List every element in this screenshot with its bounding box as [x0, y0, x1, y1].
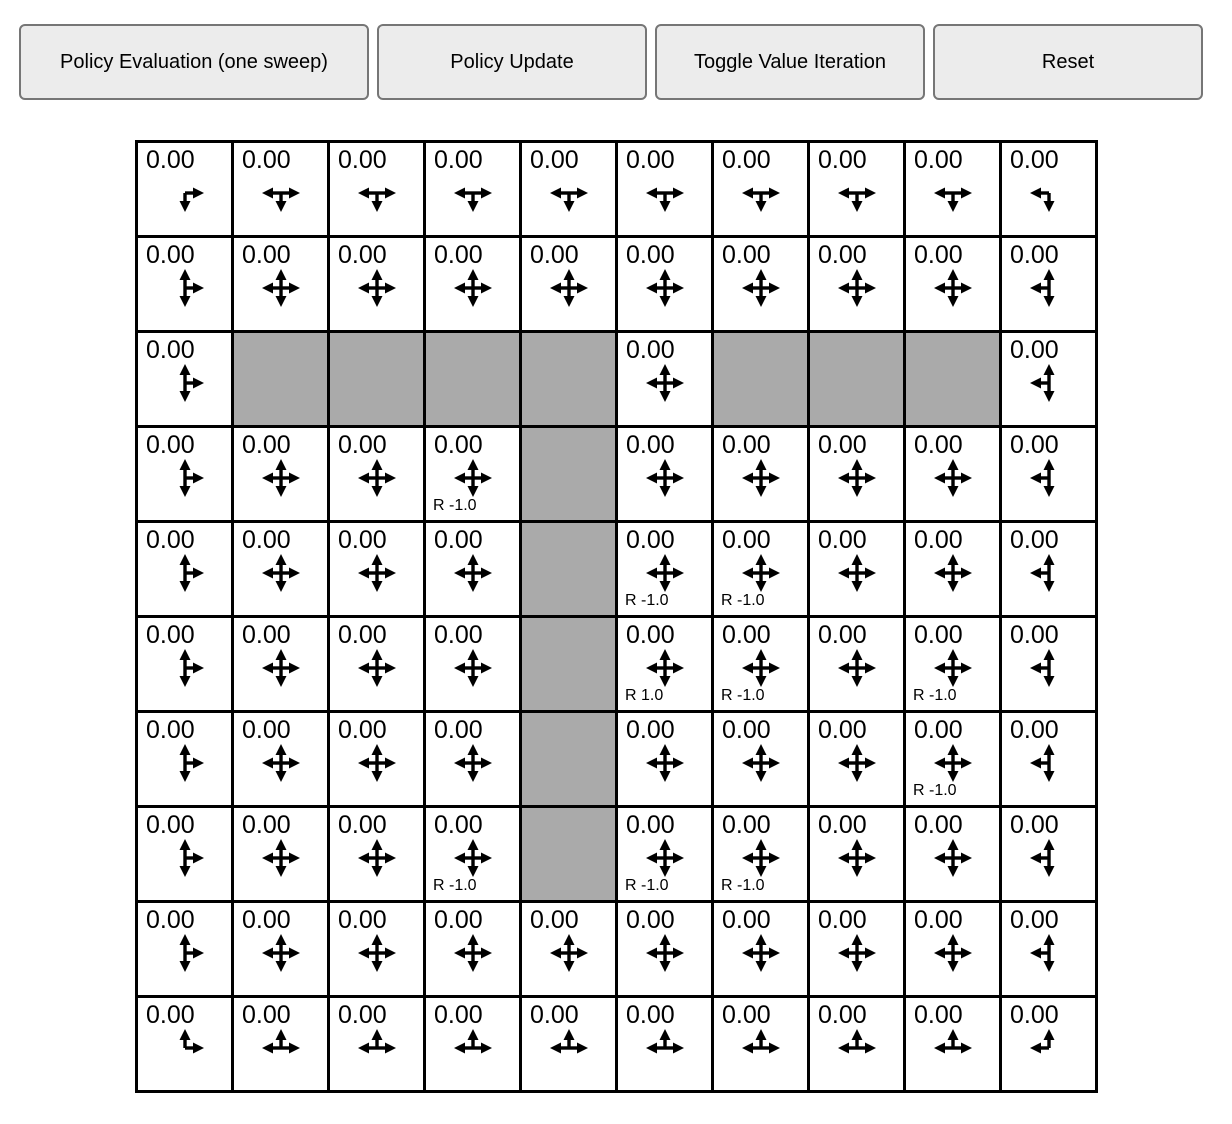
grid-cell	[330, 523, 423, 615]
policy-arrows-icon	[163, 1026, 207, 1070]
policy-arrows-icon	[451, 171, 495, 215]
policy-arrows-icon	[355, 266, 399, 310]
policy-arrows-icon	[1027, 646, 1071, 690]
cell-reward: R 1.0	[625, 687, 664, 704]
cell-value: 0.00	[242, 1001, 291, 1029]
policy-arrows-icon	[163, 361, 207, 405]
grid-cell	[1002, 428, 1095, 520]
grid-cell	[138, 428, 231, 520]
grid-cell	[330, 428, 423, 520]
policy-arrows-icon	[739, 266, 783, 310]
cell-value: 0.00	[242, 811, 291, 839]
grid-cell	[906, 143, 999, 235]
cell-value: 0.00	[1010, 431, 1059, 459]
grid-cell	[426, 998, 519, 1090]
grid-cell	[618, 523, 711, 615]
cell-value: 0.00	[530, 906, 579, 934]
grid-cell	[810, 523, 903, 615]
cell-value: 0.00	[818, 621, 867, 649]
cell-reward: R -1.0	[625, 592, 669, 609]
policy-arrows-icon	[451, 836, 495, 880]
policy-arrows-icon	[259, 551, 303, 595]
grid-cell	[714, 713, 807, 805]
policy-arrows-icon	[451, 741, 495, 785]
grid-cell	[1002, 143, 1095, 235]
grid-cell	[618, 903, 711, 995]
wall-cell	[522, 618, 615, 710]
grid-cell	[330, 808, 423, 900]
cell-value: 0.00	[1010, 526, 1059, 554]
policy-arrows-icon	[643, 361, 687, 405]
grid-cell	[906, 808, 999, 900]
policy-arrows-icon	[931, 836, 975, 880]
cell-value: 0.00	[434, 146, 483, 174]
grid-cell	[426, 238, 519, 330]
policy-arrows-icon	[931, 456, 975, 500]
grid-cell	[810, 713, 903, 805]
wall-cell	[714, 333, 807, 425]
cell-value: 0.00	[626, 526, 675, 554]
grid-cell	[138, 143, 231, 235]
grid-cell	[1002, 618, 1095, 710]
cell-value: 0.00	[434, 431, 483, 459]
grid-cell	[138, 333, 231, 425]
grid-cell	[1002, 808, 1095, 900]
policy-arrows-icon	[739, 646, 783, 690]
policy-evaluation-button[interactable]: Policy Evaluation (one sweep)	[19, 24, 369, 100]
grid-cell	[138, 903, 231, 995]
policy-arrows-icon	[835, 266, 879, 310]
cell-value: 0.00	[338, 621, 387, 649]
policy-arrows-icon	[547, 266, 591, 310]
cell-value: 0.00	[914, 621, 963, 649]
grid-cell	[1002, 238, 1095, 330]
policy-update-button[interactable]: Policy Update	[377, 24, 647, 100]
grid-cell	[426, 428, 519, 520]
grid-cell	[714, 618, 807, 710]
policy-arrows-icon	[1027, 836, 1071, 880]
cell-value: 0.00	[818, 431, 867, 459]
policy-arrows-icon	[1027, 266, 1071, 310]
policy-arrows-icon	[643, 741, 687, 785]
policy-arrows-icon	[931, 171, 975, 215]
grid-cell	[714, 428, 807, 520]
cell-value: 0.00	[434, 1001, 483, 1029]
wall-cell	[906, 333, 999, 425]
cell-value: 0.00	[242, 526, 291, 554]
grid-cell	[330, 143, 423, 235]
grid-cell	[906, 998, 999, 1090]
cell-value: 0.00	[818, 241, 867, 269]
cell-value: 0.00	[914, 906, 963, 934]
policy-arrows-icon	[163, 266, 207, 310]
cell-value: 0.00	[626, 906, 675, 934]
grid-cell	[138, 808, 231, 900]
grid-cell	[810, 238, 903, 330]
cell-value: 0.00	[818, 146, 867, 174]
grid-cell	[522, 998, 615, 1090]
grid-cell	[234, 998, 327, 1090]
policy-arrows-icon	[739, 456, 783, 500]
grid-cell	[714, 808, 807, 900]
policy-arrows-icon	[163, 741, 207, 785]
cell-reward: R -1.0	[721, 592, 765, 609]
grid-cell	[426, 618, 519, 710]
grid-cell	[618, 143, 711, 235]
policy-arrows-icon	[931, 931, 975, 975]
grid-cell	[330, 903, 423, 995]
cell-value: 0.00	[146, 1001, 195, 1029]
cell-value: 0.00	[626, 716, 675, 744]
policy-arrows-icon	[259, 646, 303, 690]
cell-value: 0.00	[1010, 906, 1059, 934]
grid-cell	[906, 713, 999, 805]
cell-value: 0.00	[1010, 241, 1059, 269]
cell-value: 0.00	[338, 146, 387, 174]
cell-value: 0.00	[818, 716, 867, 744]
grid-cell	[906, 903, 999, 995]
policy-arrows-icon	[643, 171, 687, 215]
grid-cell	[138, 998, 231, 1090]
policy-arrows-icon	[931, 646, 975, 690]
policy-arrows-icon	[259, 931, 303, 975]
gridworld-grid	[135, 140, 1098, 1093]
cell-reward: R -1.0	[721, 687, 765, 704]
grid-cell	[1002, 523, 1095, 615]
cell-value: 0.00	[722, 1001, 771, 1029]
policy-arrows-icon	[643, 646, 687, 690]
policy-arrows-icon	[835, 456, 879, 500]
cell-value: 0.00	[146, 906, 195, 934]
grid-cell	[906, 618, 999, 710]
policy-arrows-icon	[451, 456, 495, 500]
cell-value: 0.00	[530, 241, 579, 269]
cell-value: 0.00	[242, 621, 291, 649]
policy-arrows-icon	[451, 646, 495, 690]
cell-value: 0.00	[914, 431, 963, 459]
policy-arrows-icon	[355, 456, 399, 500]
policy-arrows-icon	[259, 171, 303, 215]
cell-value: 0.00	[1010, 336, 1059, 364]
cell-value: 0.00	[530, 1001, 579, 1029]
toggle-value-iteration-button[interactable]: Toggle Value Iteration	[655, 24, 925, 100]
policy-arrows-icon	[643, 836, 687, 880]
grid-cell	[618, 618, 711, 710]
cell-value: 0.00	[146, 431, 195, 459]
grid-cell	[234, 143, 327, 235]
cell-value: 0.00	[242, 146, 291, 174]
grid-cell	[618, 998, 711, 1090]
grid-cell	[234, 903, 327, 995]
policy-arrows-icon	[643, 1026, 687, 1070]
cell-value: 0.00	[242, 716, 291, 744]
cell-value: 0.00	[146, 526, 195, 554]
cell-value: 0.00	[1010, 811, 1059, 839]
cell-value: 0.00	[146, 146, 195, 174]
wall-cell	[522, 713, 615, 805]
cell-value: 0.00	[914, 526, 963, 554]
policy-arrows-icon	[451, 931, 495, 975]
policy-arrows-icon	[259, 741, 303, 785]
cell-value: 0.00	[146, 621, 195, 649]
policy-arrows-icon	[355, 646, 399, 690]
cell-value: 0.00	[338, 431, 387, 459]
cell-value: 0.00	[626, 241, 675, 269]
cell-value: 0.00	[914, 716, 963, 744]
cell-value: 0.00	[242, 906, 291, 934]
cell-value: 0.00	[146, 241, 195, 269]
cell-value: 0.00	[338, 241, 387, 269]
cell-value: 0.00	[818, 811, 867, 839]
grid-cell	[330, 998, 423, 1090]
wall-cell	[810, 333, 903, 425]
policy-arrows-icon	[259, 266, 303, 310]
cell-value: 0.00	[338, 526, 387, 554]
cell-value: 0.00	[434, 716, 483, 744]
grid-cell	[906, 428, 999, 520]
cell-value: 0.00	[626, 811, 675, 839]
grid-cell	[906, 523, 999, 615]
reset-button[interactable]: Reset	[933, 24, 1203, 100]
cell-value: 0.00	[722, 811, 771, 839]
cell-value: 0.00	[626, 336, 675, 364]
policy-arrows-icon	[931, 266, 975, 310]
cell-value: 0.00	[1010, 716, 1059, 744]
policy-arrows-icon	[451, 1026, 495, 1070]
policy-arrows-icon	[355, 1026, 399, 1070]
policy-arrows-icon	[835, 836, 879, 880]
policy-arrows-icon	[739, 931, 783, 975]
policy-arrows-icon	[355, 171, 399, 215]
policy-arrows-icon	[163, 456, 207, 500]
cell-value: 0.00	[722, 241, 771, 269]
policy-arrows-icon	[835, 646, 879, 690]
grid-cell	[522, 238, 615, 330]
grid-cell	[1002, 903, 1095, 995]
policy-arrows-icon	[547, 1026, 591, 1070]
cell-reward: R -1.0	[433, 497, 477, 514]
wall-cell	[522, 428, 615, 520]
wall-cell	[330, 333, 423, 425]
policy-arrows-icon	[835, 551, 879, 595]
policy-arrows-icon	[643, 266, 687, 310]
grid-cell	[714, 903, 807, 995]
policy-arrows-icon	[835, 931, 879, 975]
grid-cell	[426, 903, 519, 995]
policy-arrows-icon	[163, 646, 207, 690]
policy-arrows-icon	[643, 931, 687, 975]
policy-arrows-icon	[163, 171, 207, 215]
grid-cell	[714, 523, 807, 615]
grid-cell	[618, 713, 711, 805]
grid-cell	[618, 808, 711, 900]
policy-arrows-icon	[259, 456, 303, 500]
cell-value: 0.00	[242, 241, 291, 269]
policy-arrows-icon	[355, 741, 399, 785]
wall-cell	[522, 523, 615, 615]
grid-cell	[522, 143, 615, 235]
cell-value: 0.00	[626, 431, 675, 459]
policy-arrows-icon	[1027, 361, 1071, 405]
grid-cell	[714, 238, 807, 330]
policy-arrows-icon	[1027, 931, 1071, 975]
cell-value: 0.00	[530, 146, 579, 174]
grid-cell	[330, 238, 423, 330]
grid-cell	[810, 618, 903, 710]
cell-value: 0.00	[626, 1001, 675, 1029]
policy-arrows-icon	[835, 171, 879, 215]
policy-arrows-icon	[931, 551, 975, 595]
cell-value: 0.00	[914, 146, 963, 174]
policy-arrows-icon	[739, 836, 783, 880]
policy-arrows-icon	[1027, 456, 1071, 500]
policy-arrows-icon	[163, 931, 207, 975]
grid-cell	[234, 713, 327, 805]
grid-cell	[906, 238, 999, 330]
cell-value: 0.00	[434, 621, 483, 649]
policy-arrows-icon	[1027, 551, 1071, 595]
grid-cell	[426, 808, 519, 900]
cell-value: 0.00	[434, 906, 483, 934]
cell-value: 0.00	[626, 146, 675, 174]
grid-cell	[426, 523, 519, 615]
grid-cell	[426, 713, 519, 805]
cell-value: 0.00	[722, 526, 771, 554]
grid-cell	[522, 903, 615, 995]
grid-cell	[138, 523, 231, 615]
grid-cell	[234, 428, 327, 520]
toolbar	[0, 0, 1232, 100]
policy-arrows-icon	[1027, 1026, 1071, 1070]
grid-cell	[810, 903, 903, 995]
policy-arrows-icon	[451, 266, 495, 310]
policy-arrows-icon	[643, 551, 687, 595]
policy-arrows-icon	[259, 836, 303, 880]
policy-arrows-icon	[643, 456, 687, 500]
cell-value: 0.00	[434, 526, 483, 554]
grid-cell	[810, 998, 903, 1090]
cell-value: 0.00	[722, 906, 771, 934]
policy-arrows-icon	[259, 1026, 303, 1070]
grid-cell	[618, 333, 711, 425]
policy-arrows-icon	[739, 1026, 783, 1070]
cell-value: 0.00	[818, 526, 867, 554]
cell-value: 0.00	[914, 811, 963, 839]
cell-value: 0.00	[818, 1001, 867, 1029]
cell-value: 0.00	[722, 716, 771, 744]
policy-arrows-icon	[931, 1026, 975, 1070]
policy-arrows-icon	[451, 551, 495, 595]
grid-cell	[234, 238, 327, 330]
policy-arrows-icon	[739, 741, 783, 785]
cell-value: 0.00	[434, 241, 483, 269]
grid-cell	[234, 808, 327, 900]
cell-reward: R -1.0	[721, 877, 765, 894]
policy-arrows-icon	[355, 836, 399, 880]
cell-value: 0.00	[338, 906, 387, 934]
policy-arrows-icon	[1027, 171, 1071, 215]
grid-cell	[234, 523, 327, 615]
grid-cell	[810, 143, 903, 235]
grid-cell	[330, 713, 423, 805]
grid-cell	[810, 428, 903, 520]
grid-cell	[138, 713, 231, 805]
policy-arrows-icon	[163, 551, 207, 595]
grid-cell	[1002, 713, 1095, 805]
grid-cell	[330, 618, 423, 710]
policy-arrows-icon	[835, 741, 879, 785]
grid-cell	[618, 428, 711, 520]
cell-value: 0.00	[722, 621, 771, 649]
policy-arrows-icon	[547, 931, 591, 975]
cell-value: 0.00	[242, 431, 291, 459]
cell-value: 0.00	[146, 716, 195, 744]
policy-arrows-icon	[163, 836, 207, 880]
cell-value: 0.00	[722, 431, 771, 459]
cell-value: 0.00	[1010, 621, 1059, 649]
grid-cell	[138, 618, 231, 710]
cell-value: 0.00	[818, 906, 867, 934]
grid-cell	[138, 238, 231, 330]
policy-arrows-icon	[355, 931, 399, 975]
cell-reward: R -1.0	[625, 877, 669, 894]
cell-value: 0.00	[338, 811, 387, 839]
cell-value: 0.00	[434, 811, 483, 839]
cell-reward: R -1.0	[913, 782, 957, 799]
cell-value: 0.00	[1010, 146, 1059, 174]
grid-cell	[618, 238, 711, 330]
policy-arrows-icon	[547, 171, 591, 215]
cell-value: 0.00	[338, 1001, 387, 1029]
cell-value: 0.00	[914, 1001, 963, 1029]
grid-cell	[426, 143, 519, 235]
cell-value: 0.00	[1010, 1001, 1059, 1029]
cell-value: 0.00	[626, 621, 675, 649]
grid-cell	[1002, 333, 1095, 425]
cell-value: 0.00	[338, 716, 387, 744]
grid-cell	[714, 998, 807, 1090]
wall-cell	[522, 808, 615, 900]
cell-value: 0.00	[146, 336, 195, 364]
cell-reward: R -1.0	[913, 687, 957, 704]
policy-arrows-icon	[1027, 741, 1071, 785]
policy-arrows-icon	[355, 551, 399, 595]
cell-value: 0.00	[914, 241, 963, 269]
cell-reward: R -1.0	[433, 877, 477, 894]
wall-cell	[426, 333, 519, 425]
policy-arrows-icon	[739, 551, 783, 595]
cell-value: 0.00	[146, 811, 195, 839]
grid-cell	[1002, 998, 1095, 1090]
wall-cell	[522, 333, 615, 425]
policy-arrows-icon	[931, 741, 975, 785]
wall-cell	[234, 333, 327, 425]
grid-cell	[810, 808, 903, 900]
policy-arrows-icon	[739, 171, 783, 215]
grid-cell	[714, 143, 807, 235]
cell-value: 0.00	[722, 146, 771, 174]
policy-arrows-icon	[835, 1026, 879, 1070]
grid-cell	[234, 618, 327, 710]
